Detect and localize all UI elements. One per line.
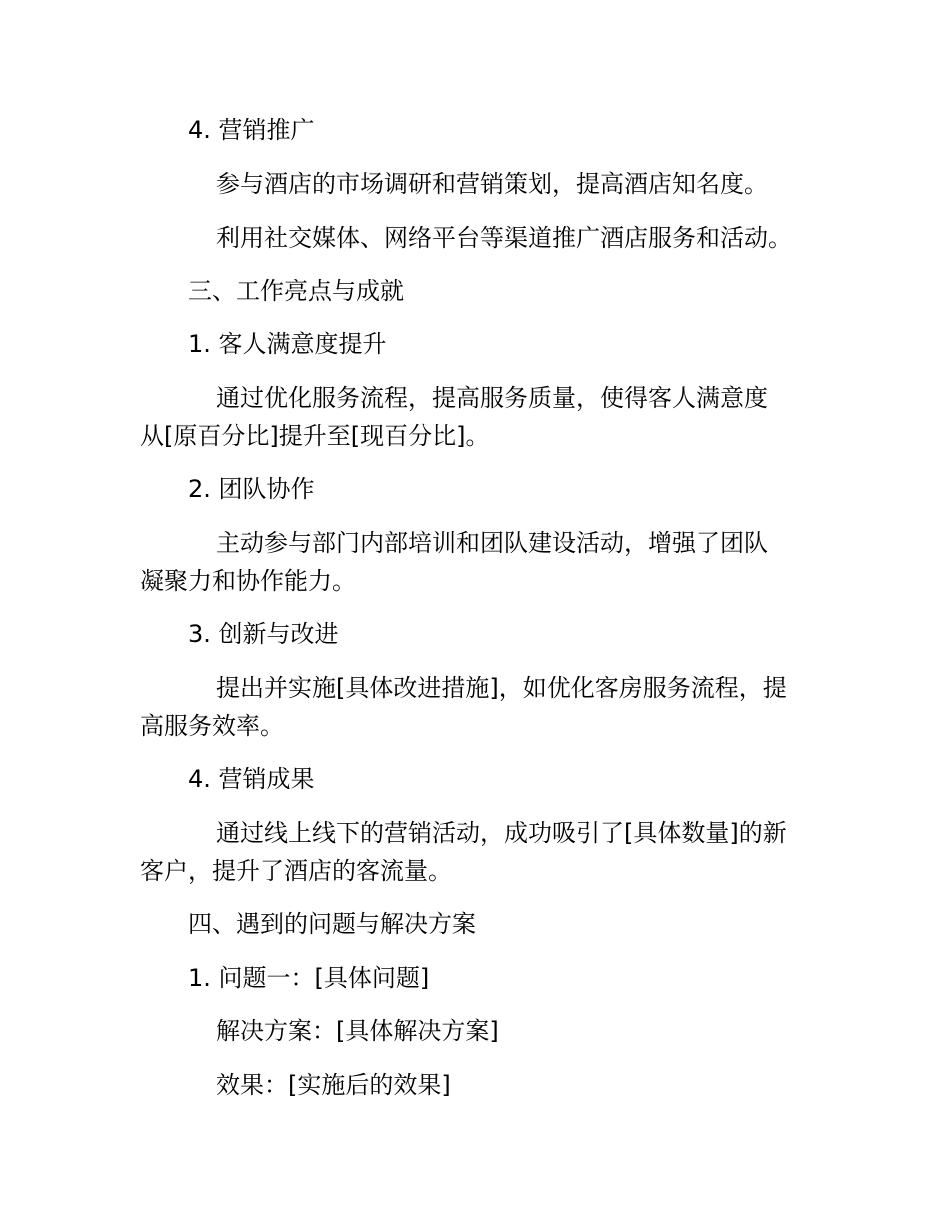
paragraph-line: 高服务效率。 (140, 712, 284, 740)
paragraph-line: 利用社交媒体、网络平台等渠道推广酒店服务和活动。 (216, 224, 792, 252)
subheading-satisfaction: 1. 客人满意度提升 (188, 330, 387, 358)
paragraph-line: 从[原百分比]提升至[现百分比]。 (140, 422, 490, 450)
paragraph-line: 提出并实施[具体改进措施]，如优化客房服务流程，提 (216, 674, 787, 702)
subheading-problem-one: 1. 问题一：[具体问题] (188, 964, 430, 992)
subheading-teamwork: 2. 团队协作 (188, 475, 315, 503)
subheading-marketing-results: 4. 营销成果 (188, 765, 315, 793)
paragraph-line: 解决方案：[具体解决方案] (216, 1017, 499, 1045)
section-heading-problems: 四、遇到的问题与解决方案 (188, 910, 476, 938)
paragraph-line: 主动参与部门内部培训和团队建设活动，增强了团队 (216, 529, 768, 557)
paragraph-line: 客户，提升了酒店的客流量。 (140, 857, 452, 885)
paragraph-line: 通过线上线下的营销活动，成功吸引了[具体数量]的新 (216, 819, 787, 847)
paragraph-line: 通过优化服务流程，提高服务质量，使得客人满意度 (216, 384, 768, 412)
section-heading-highlights: 三、工作亮点与成就 (188, 277, 404, 305)
subheading-marketing-promotion: 4. 营销推广 (188, 116, 315, 144)
paragraph-line: 凝聚力和协作能力。 (140, 567, 356, 595)
paragraph-line: 效果：[实施后的效果] (216, 1071, 451, 1099)
subheading-innovation: 3. 创新与改进 (188, 620, 339, 648)
paragraph-line: 参与酒店的市场调研和营销策划，提高酒店知名度。 (216, 170, 768, 198)
